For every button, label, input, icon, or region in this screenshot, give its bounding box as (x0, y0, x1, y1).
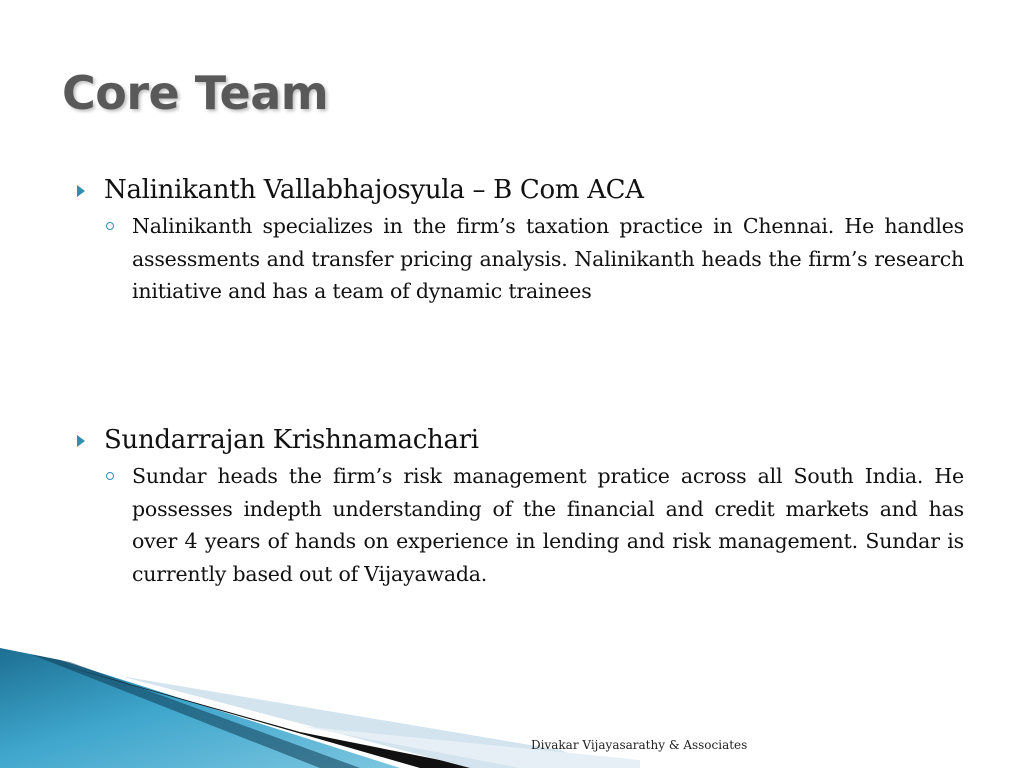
triangle-bullet-icon (77, 185, 85, 197)
decorative-swoosh (0, 640, 1024, 768)
sub-bullet-item (132, 210, 964, 308)
member-description: Sundar heads the firm’s risk management pratice across all South India. He possesses indepth understanding of the financial and credit markets and has over 4 years of hands on experience in lending and risk management. Sundar is currently based out of Vijayawada. (132, 464, 964, 586)
member-name: Nalinikanth Vallabhajosyula – B Com ACA (104, 175, 644, 205)
footer-text: Divakar Vijayasarathy & Associates (531, 738, 748, 752)
bullet-item (74, 174, 964, 206)
member-name: Sundarrajan Krishnamachari (104, 425, 479, 455)
sub-bullet-item (132, 460, 964, 590)
triangle-bullet-icon (77, 435, 85, 447)
team-member-2 (74, 424, 964, 590)
ring-bullet-icon (106, 222, 114, 230)
member-description: Nalinikanth specializes in the firm’s taxation practice in Chennai. He handles assessments and transfer pricing analysis. Nalinikanth heads the firm’s research initiative and has a team of dynamic trainees (132, 214, 964, 303)
ring-bullet-icon (106, 472, 114, 480)
slide-title: Core Team (62, 66, 329, 120)
bullet-item (74, 424, 964, 456)
team-member-1 (74, 174, 964, 308)
